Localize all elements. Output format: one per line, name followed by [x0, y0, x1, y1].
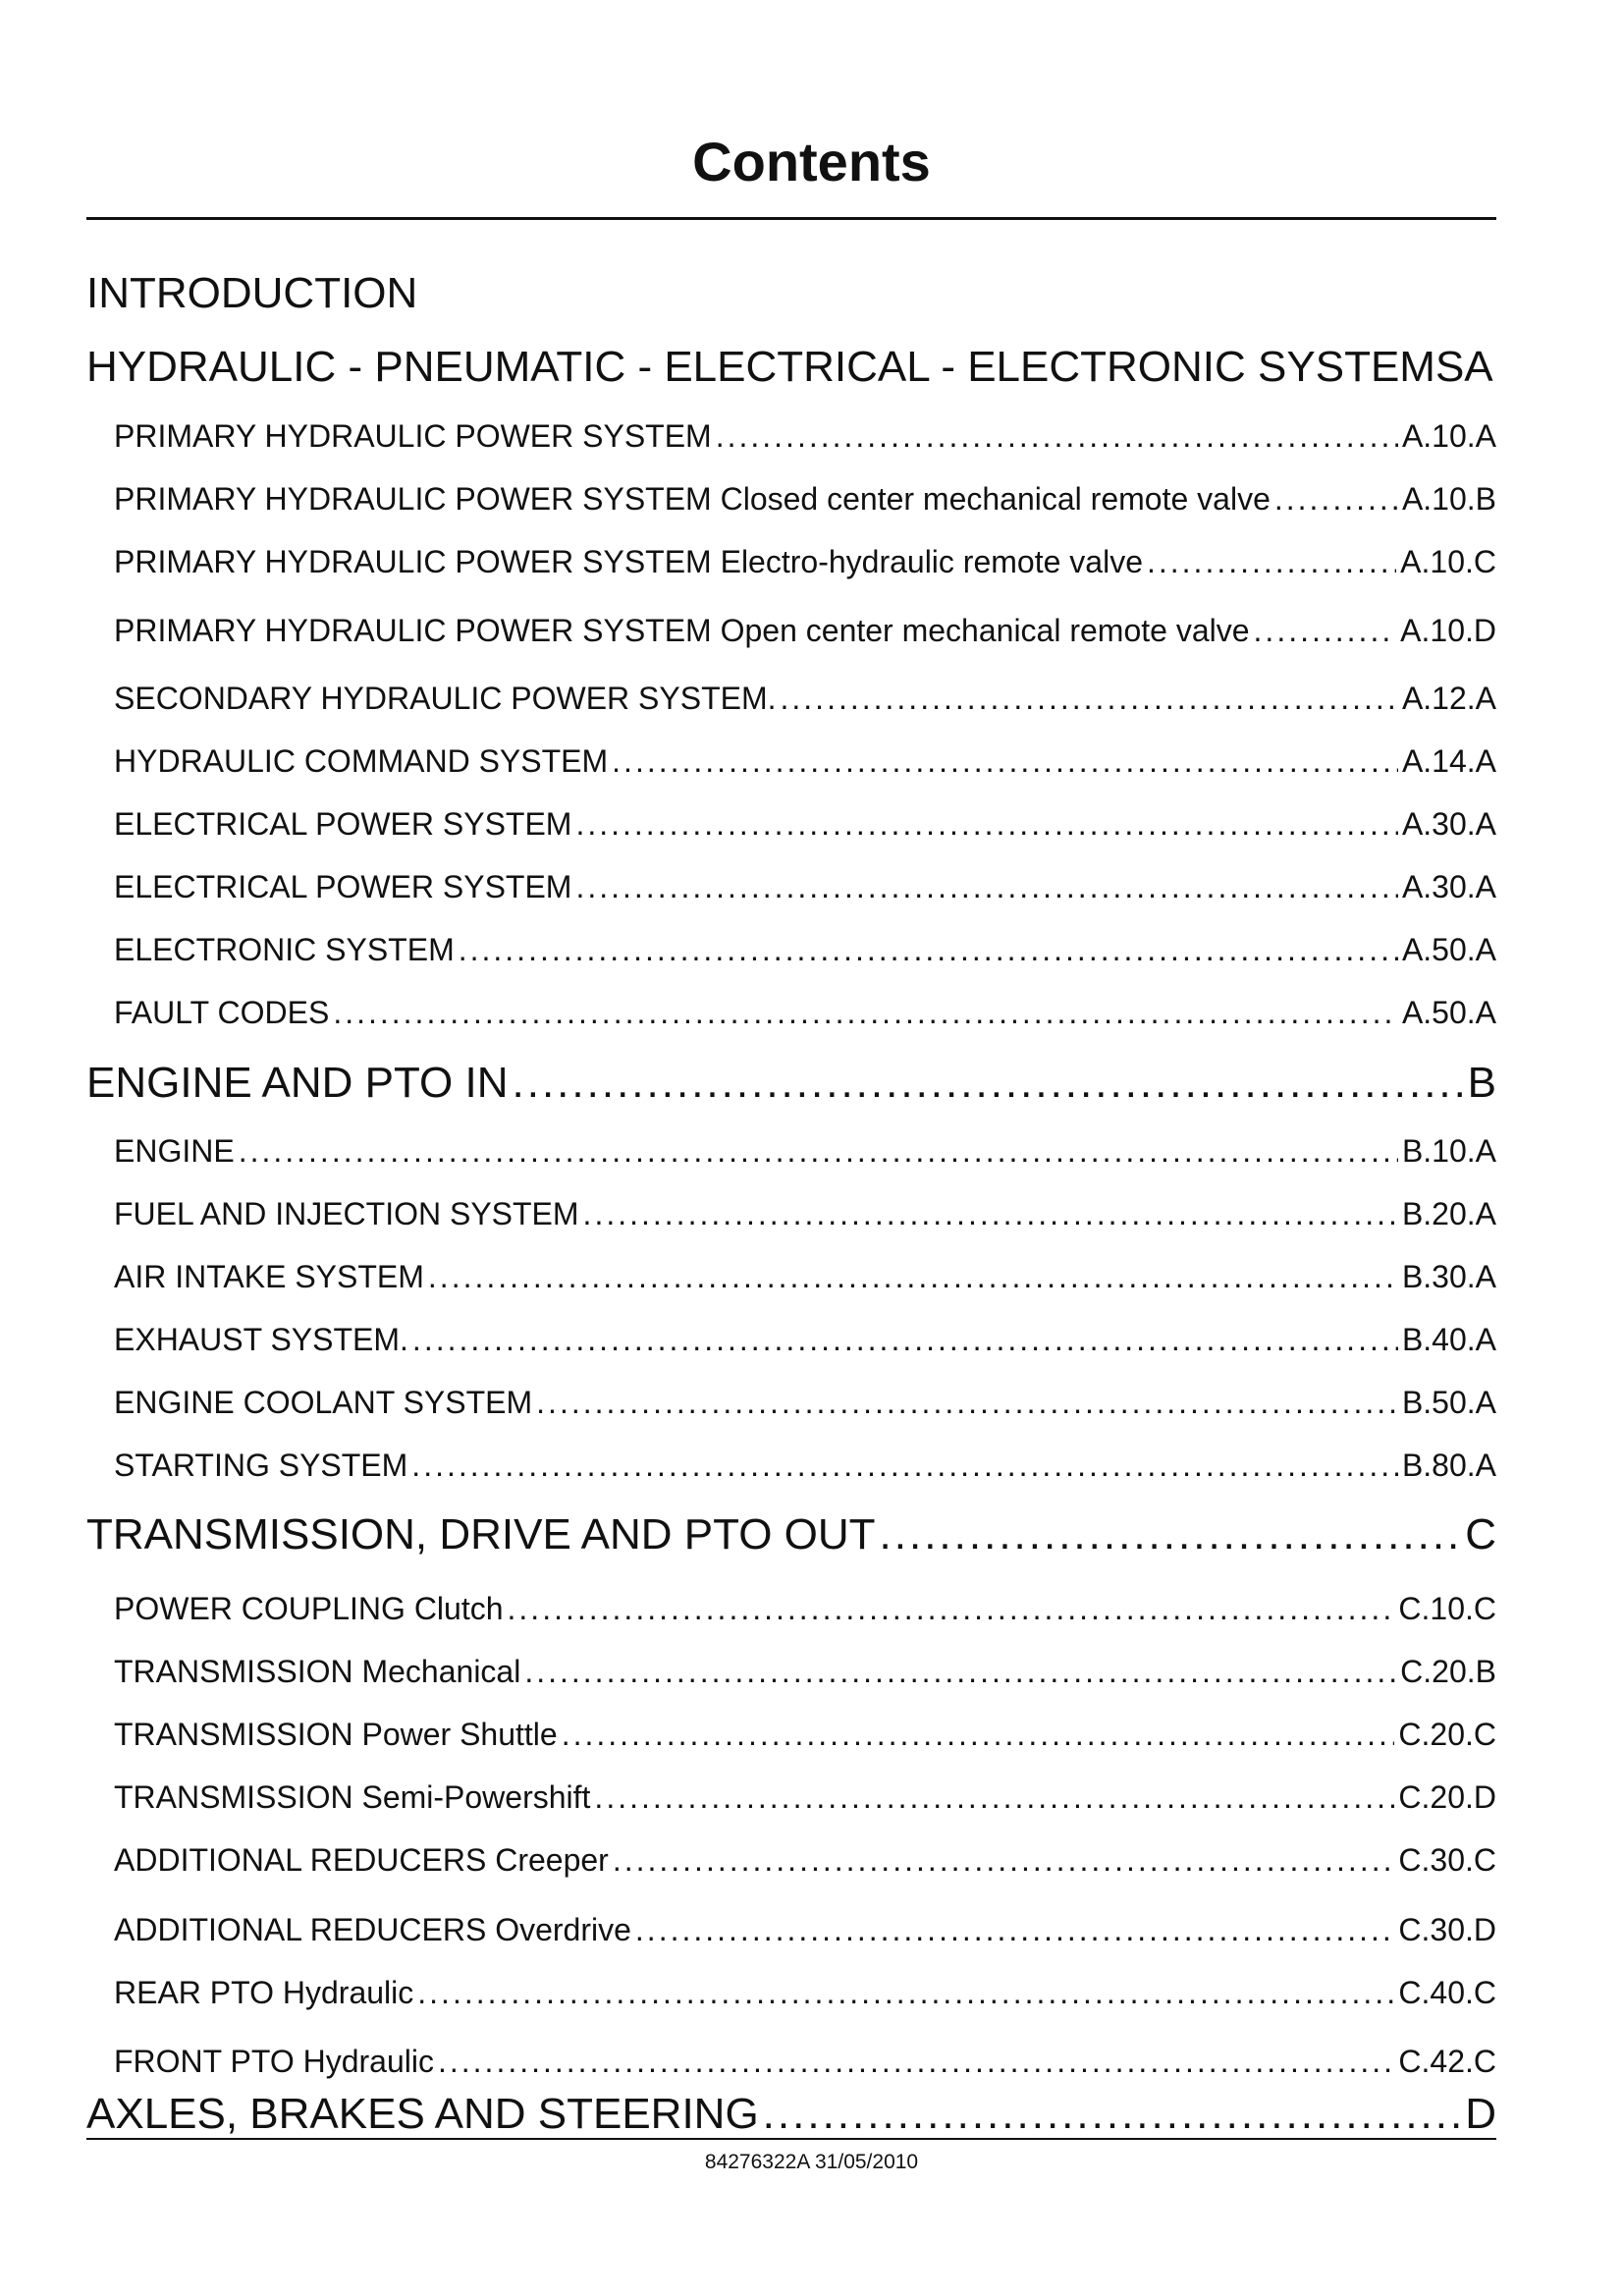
toc-code: A.10.C [1400, 544, 1496, 579]
toc-entry[interactable] [114, 613, 1496, 649]
leader-dots [239, 1133, 1398, 1170]
toc-label: ELECTRICAL POWER SYSTEM [114, 806, 572, 842]
toc-label: EXHAUST SYSTEM. [114, 1322, 408, 1357]
leader-dots [524, 1654, 1396, 1690]
toc-label: TRANSMISSION Semi-Powershift [114, 1779, 591, 1815]
toc-entry[interactable] [114, 544, 1496, 580]
leader-dots [716, 418, 1398, 455]
toc-entry[interactable] [114, 681, 1496, 717]
toc-label: FUEL AND INJECTION SYSTEM [114, 1196, 579, 1231]
page-title: Contents [692, 131, 931, 192]
leader-dots [583, 1196, 1398, 1232]
toc-entry[interactable] [114, 1842, 1496, 1879]
toc-label: PRIMARY HYDRAULIC POWER SYSTEM Electro-hydraulic remote valve [114, 544, 1143, 579]
leader-dots [438, 2044, 1394, 2080]
toc-label: TRANSMISSION Power Shuttle [114, 1717, 558, 1752]
leader-dots [594, 1779, 1394, 1816]
footer-divider [86, 2138, 1496, 2140]
leader-dots [562, 1717, 1395, 1753]
leader-dots [613, 1842, 1395, 1879]
toc-entry[interactable] [114, 1717, 1496, 1753]
toc-label: TRANSMISSION Mechanical [114, 1654, 521, 1689]
toc-code: C.42.C [1398, 2044, 1496, 2079]
toc-label: ADDITIONAL REDUCERS Overdrive [114, 1912, 631, 1947]
toc-label: POWER COUPLING Clutch [114, 1591, 504, 1626]
toc-code: C.40.C [1398, 1975, 1496, 2010]
toc-label: TRANSMISSION, DRIVE AND PTO OUT [86, 1510, 876, 1558]
toc-entry[interactable] [114, 932, 1496, 968]
leader-dots [1147, 544, 1396, 580]
toc-label: ENGINE AND PTO IN [86, 1059, 509, 1107]
leader-dots [880, 1510, 1462, 1559]
toc-code: A.50.A [1401, 995, 1496, 1030]
leader-dots [1274, 481, 1398, 518]
toc-entry[interactable] [114, 418, 1496, 455]
toc-entry[interactable] [114, 1975, 1496, 2011]
toc-label: ADDITIONAL REDUCERS Creeper [114, 1842, 609, 1878]
leader-dots [411, 1448, 1398, 1484]
leader-dots [513, 1059, 1464, 1108]
leader-dots [417, 1975, 1394, 2011]
toc-code: A.50.A [1401, 932, 1496, 967]
toc-entry[interactable] [114, 806, 1496, 843]
toc-entry[interactable] [114, 1779, 1496, 1816]
toc-code: B.20.A [1401, 1196, 1496, 1231]
toc-entry[interactable] [114, 1385, 1496, 1421]
toc-label: FRONT PTO Hydraulic [114, 2044, 434, 2079]
leader-dots [412, 1322, 1398, 1358]
toc-code: C.20.D [1398, 1779, 1496, 1815]
toc-entry[interactable] [114, 1591, 1496, 1627]
toc-section-engine[interactable] [86, 1059, 1496, 1108]
toc-code: C [1465, 1510, 1496, 1558]
leader-dots [575, 869, 1397, 905]
toc-code: A.10.D [1400, 613, 1496, 648]
leader-dots [459, 932, 1398, 968]
toc-code: A.12.A [1401, 681, 1496, 716]
toc-code: C.10.C [1398, 1591, 1496, 1626]
toc-code: C.20.B [1400, 1654, 1496, 1689]
toc-code: A.10.A [1401, 418, 1496, 454]
toc-section-hydraulic-systems[interactable] [86, 343, 1496, 392]
toc-entry[interactable] [114, 1448, 1496, 1484]
toc-label: SECONDARY HYDRAULIC POWER SYSTEM. [114, 681, 777, 716]
leader-dots [612, 743, 1398, 780]
leader-dots [428, 1259, 1398, 1295]
leader-dots [333, 995, 1398, 1031]
toc-code: C.30.D [1398, 1912, 1496, 1947]
toc-code: A.30.A [1401, 869, 1496, 904]
leader-dots [635, 1912, 1395, 1948]
toc-label: REAR PTO Hydraulic [114, 1975, 414, 2010]
toc-label: ENGINE COOLANT SYSTEM [114, 1385, 533, 1420]
toc-section-introduction[interactable] [86, 269, 1496, 318]
toc-label: ELECTRICAL POWER SYSTEM [114, 869, 572, 904]
toc-entry[interactable] [114, 1912, 1496, 1948]
toc-label: HYDRAULIC COMMAND SYSTEM [114, 743, 609, 779]
toc-label: STARTING SYSTEM [114, 1448, 408, 1483]
toc-label: INTRODUCTION [86, 269, 418, 317]
leader-dots [508, 1591, 1395, 1627]
toc-label: AXLES, BRAKES AND STEERING [86, 2090, 759, 2138]
toc-code: B.10.A [1401, 1133, 1496, 1169]
title-divider [86, 217, 1496, 220]
toc-code: C.20.C [1398, 1717, 1496, 1752]
toc-entry[interactable] [114, 2044, 1496, 2080]
toc-entry[interactable] [114, 995, 1496, 1031]
toc-code: B [1467, 1059, 1496, 1107]
leader-dots [575, 806, 1397, 843]
toc-entry[interactable] [114, 1259, 1496, 1295]
toc-label: AIR INTAKE SYSTEM [114, 1259, 424, 1294]
toc-code: C.30.C [1398, 1842, 1496, 1878]
leader-dots [1254, 613, 1397, 649]
toc-label: HYDRAULIC - PNEUMATIC - ELECTRICAL - ELECTRONIC SYSTEMSA [86, 343, 1493, 391]
leader-dots [781, 681, 1398, 717]
toc-code: D [1465, 2090, 1496, 2138]
toc-entry[interactable] [114, 1133, 1496, 1170]
leader-dots [763, 2090, 1462, 2139]
toc-label: PRIMARY HYDRAULIC POWER SYSTEM Open center mechanical remote valve [114, 613, 1250, 648]
document-footer: 84276322A 31/05/2010 [704, 2151, 919, 2173]
toc-code: B.30.A [1401, 1259, 1496, 1294]
toc-code: B.80.A [1401, 1448, 1496, 1483]
toc-code: A.10.B [1401, 481, 1496, 517]
toc-label: FAULT CODES [114, 995, 330, 1030]
toc-entry[interactable] [114, 1654, 1496, 1690]
toc-section-axles[interactable] [86, 2090, 1496, 2139]
toc-code: B.50.A [1401, 1385, 1496, 1420]
toc-label: PRIMARY HYDRAULIC POWER SYSTEM Closed center mechanical remote valve [114, 481, 1271, 517]
toc-entry[interactable] [114, 1196, 1496, 1232]
toc-section-transmission[interactable] [86, 1510, 1496, 1559]
toc-entry[interactable] [114, 869, 1496, 905]
toc-code: A.30.A [1401, 806, 1496, 842]
toc-code: B.40.A [1401, 1322, 1496, 1357]
leader-dots [536, 1385, 1398, 1421]
toc-code: A.14.A [1401, 743, 1496, 779]
toc-entry[interactable] [114, 481, 1496, 518]
toc-label: ENGINE [114, 1133, 235, 1169]
toc-label: PRIMARY HYDRAULIC POWER SYSTEM [114, 418, 712, 454]
toc-entry[interactable] [114, 743, 1496, 780]
toc-label: ELECTRONIC SYSTEM [114, 932, 455, 967]
toc-entry[interactable] [114, 1322, 1496, 1358]
